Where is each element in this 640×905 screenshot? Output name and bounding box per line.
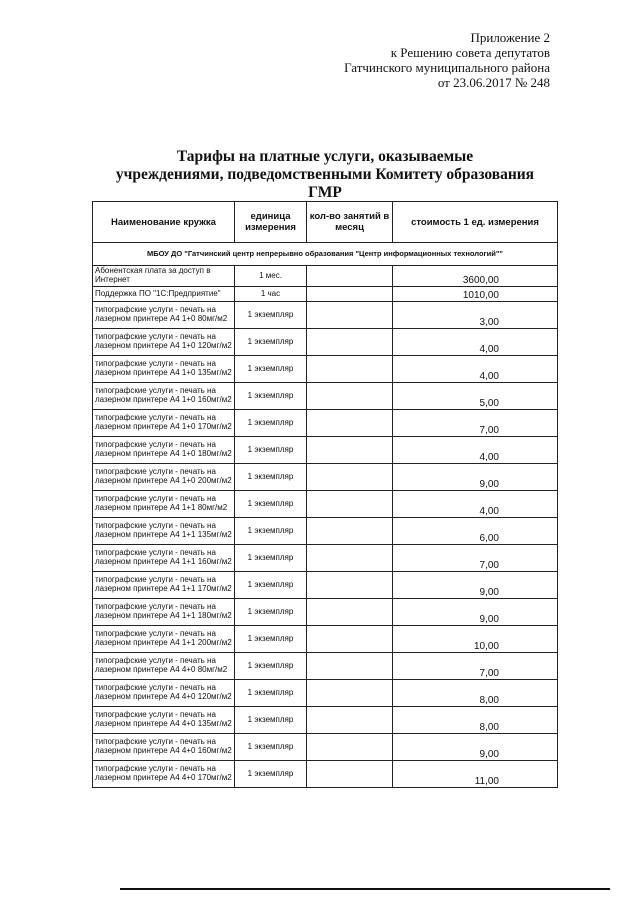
count-cell [307, 572, 393, 599]
table-row [93, 410, 558, 437]
unit-cell: 1 экземпляр [235, 329, 307, 356]
service-name: типографские услуги - печать на лазерном принтере А4 1+1 135мг/м2 [93, 518, 235, 545]
service-name: Поддержка ПО "1С:Предприятие" [93, 287, 235, 302]
price-cell: 4,00 [393, 437, 558, 464]
table-row [93, 680, 558, 707]
header-name: Наименование кружка [93, 202, 235, 243]
count-cell [307, 287, 393, 302]
bottom-divider [120, 888, 610, 890]
count-cell [307, 329, 393, 356]
service-name: типографские услуги - печать на лазерном принтере А4 1+0 200мг/м2 [93, 464, 235, 491]
table-header-row [93, 202, 558, 243]
count-cell [307, 491, 393, 518]
price-cell: 9,00 [393, 572, 558, 599]
service-name: типографские услуги - печать на лазерном принтере А4 1+1 160мг/м2 [93, 545, 235, 572]
service-name: типографские услуги - печать на лазерном принтере А4 4+0 160мг/м2 [93, 734, 235, 761]
price-cell: 1010,00 [393, 287, 558, 302]
appendix-line: Гатчинского муниципального района [344, 60, 550, 75]
count-cell [307, 761, 393, 788]
price-cell: 3600,00 [393, 266, 558, 287]
service-name: типографские услуги - печать на лазерном принтере А4 1+1 180мг/м2 [93, 599, 235, 626]
unit-cell: 1 экземпляр [235, 572, 307, 599]
price-cell: 6,00 [393, 518, 558, 545]
count-cell [307, 410, 393, 437]
table-row [93, 383, 558, 410]
price-cell: 9,00 [393, 734, 558, 761]
price-cell: 10,00 [393, 626, 558, 653]
price-cell: 3,00 [393, 302, 558, 329]
unit-cell: 1 экземпляр [235, 356, 307, 383]
count-cell [307, 383, 393, 410]
unit-cell: 1 экземпляр [235, 464, 307, 491]
table-row [93, 518, 558, 545]
count-cell [307, 356, 393, 383]
appendix-block [330, 30, 550, 90]
appendix-line: от 23.06.2017 № 248 [437, 75, 550, 90]
table-row [93, 329, 558, 356]
table-row [93, 761, 558, 788]
count-cell [307, 266, 393, 287]
count-cell [307, 680, 393, 707]
service-name: типографские услуги - печать на лазерном принтере А4 1+1 80мг/м2 [93, 491, 235, 518]
price-cell: 4,00 [393, 329, 558, 356]
count-cell [307, 626, 393, 653]
price-cell: 8,00 [393, 680, 558, 707]
unit-cell: 1 экземпляр [235, 383, 307, 410]
title-line: учреждениями, подведомственными Комитету образования ГМР [115, 166, 535, 201]
count-cell [307, 437, 393, 464]
unit-cell: 1 экземпляр [235, 518, 307, 545]
service-name: типографские услуги - печать на лазерном принтере А4 1+0 135мг/м2 [93, 356, 235, 383]
table-row [93, 437, 558, 464]
table-row [93, 653, 558, 680]
tariff-table [92, 201, 558, 788]
price-cell: 9,00 [393, 599, 558, 626]
unit-cell: 1 экземпляр [235, 599, 307, 626]
unit-cell: 1 экземпляр [235, 491, 307, 518]
service-name: типографские услуги - печать на лазерном принтере А4 4+0 80мг/м2 [93, 653, 235, 680]
title-line: Тарифы на платные услуги, оказываемые [176, 148, 474, 165]
count-cell [307, 653, 393, 680]
service-name: типографские услуги - печать на лазерном принтере А4 1+1 200мг/м2 [93, 626, 235, 653]
count-cell [307, 518, 393, 545]
price-cell: 8,00 [393, 707, 558, 734]
price-cell: 7,00 [393, 653, 558, 680]
service-name: типографские услуги - печать на лазерном принтере А4 4+0 135мг/м2 [93, 707, 235, 734]
table-row [93, 626, 558, 653]
table-row [93, 464, 558, 491]
price-cell: 9,00 [393, 464, 558, 491]
price-cell: 4,00 [393, 491, 558, 518]
unit-cell: 1 экземпляр [235, 626, 307, 653]
appendix-line: Приложение 2 [470, 30, 550, 45]
count-cell [307, 599, 393, 626]
table-row [93, 599, 558, 626]
count-cell [307, 302, 393, 329]
service-name: Абонентская плата за доступ в Интернет [93, 266, 235, 287]
count-cell [307, 707, 393, 734]
table-row [93, 491, 558, 518]
header-count: кол-во занятий в месяц [307, 202, 393, 243]
unit-cell: 1 экземпляр [235, 761, 307, 788]
service-name: типографские услуги - печать на лазерном принтере А4 1+0 120мг/м2 [93, 329, 235, 356]
header-price: стоимость 1 ед. измерения [393, 202, 558, 243]
unit-cell: 1 экземпляр [235, 734, 307, 761]
service-name: типографские услуги - печать на лазерном принтере А4 1+0 170мг/м2 [93, 410, 235, 437]
service-name: типографские услуги - печать на лазерном принтере А4 4+0 170мг/м2 [93, 761, 235, 788]
table-row [93, 734, 558, 761]
unit-cell: 1 экземпляр [235, 680, 307, 707]
service-name: типографские услуги - печать на лазерном принтере А4 1+0 80мг/м2 [93, 302, 235, 329]
org-row [93, 243, 558, 266]
price-cell: 7,00 [393, 545, 558, 572]
count-cell [307, 734, 393, 761]
service-name: типографские услуги - печать на лазерном принтере А4 4+0 120мг/м2 [93, 680, 235, 707]
price-cell: 7,00 [393, 410, 558, 437]
org-name: МБОУ ДО "Гатчинский центр непрерывно образования "Центр информационных технологий"" [93, 243, 558, 266]
appendix-line: к Решению совета депутатов [390, 45, 550, 60]
unit-cell: 1 экземпляр [235, 437, 307, 464]
unit-cell: 1 экземпляр [235, 545, 307, 572]
unit-cell: 1 мес. [235, 266, 307, 287]
price-cell: 11,00 [393, 761, 558, 788]
unit-cell: 1 экземпляр [235, 707, 307, 734]
table-row [93, 266, 558, 287]
document-title [100, 148, 550, 202]
table-row [93, 287, 558, 302]
count-cell [307, 464, 393, 491]
header-unit: единица измерения [235, 202, 307, 243]
table-row [93, 707, 558, 734]
count-cell [307, 545, 393, 572]
unit-cell: 1 экземпляр [235, 653, 307, 680]
service-name: типографские услуги - печать на лазерном принтере А4 1+0 160мг/м2 [93, 383, 235, 410]
service-name: типографские услуги - печать на лазерном принтере А4 1+1 170мг/м2 [93, 572, 235, 599]
table-row [93, 545, 558, 572]
table-row [93, 302, 558, 329]
unit-cell: 1 экземпляр [235, 410, 307, 437]
service-name: типографские услуги - печать на лазерном принтере А4 1+0 180мг/м2 [93, 437, 235, 464]
price-cell: 4,00 [393, 356, 558, 383]
unit-cell: 1 экземпляр [235, 302, 307, 329]
table-row [93, 356, 558, 383]
table-row [93, 572, 558, 599]
price-cell: 5,00 [393, 383, 558, 410]
unit-cell: 1 час [235, 287, 307, 302]
